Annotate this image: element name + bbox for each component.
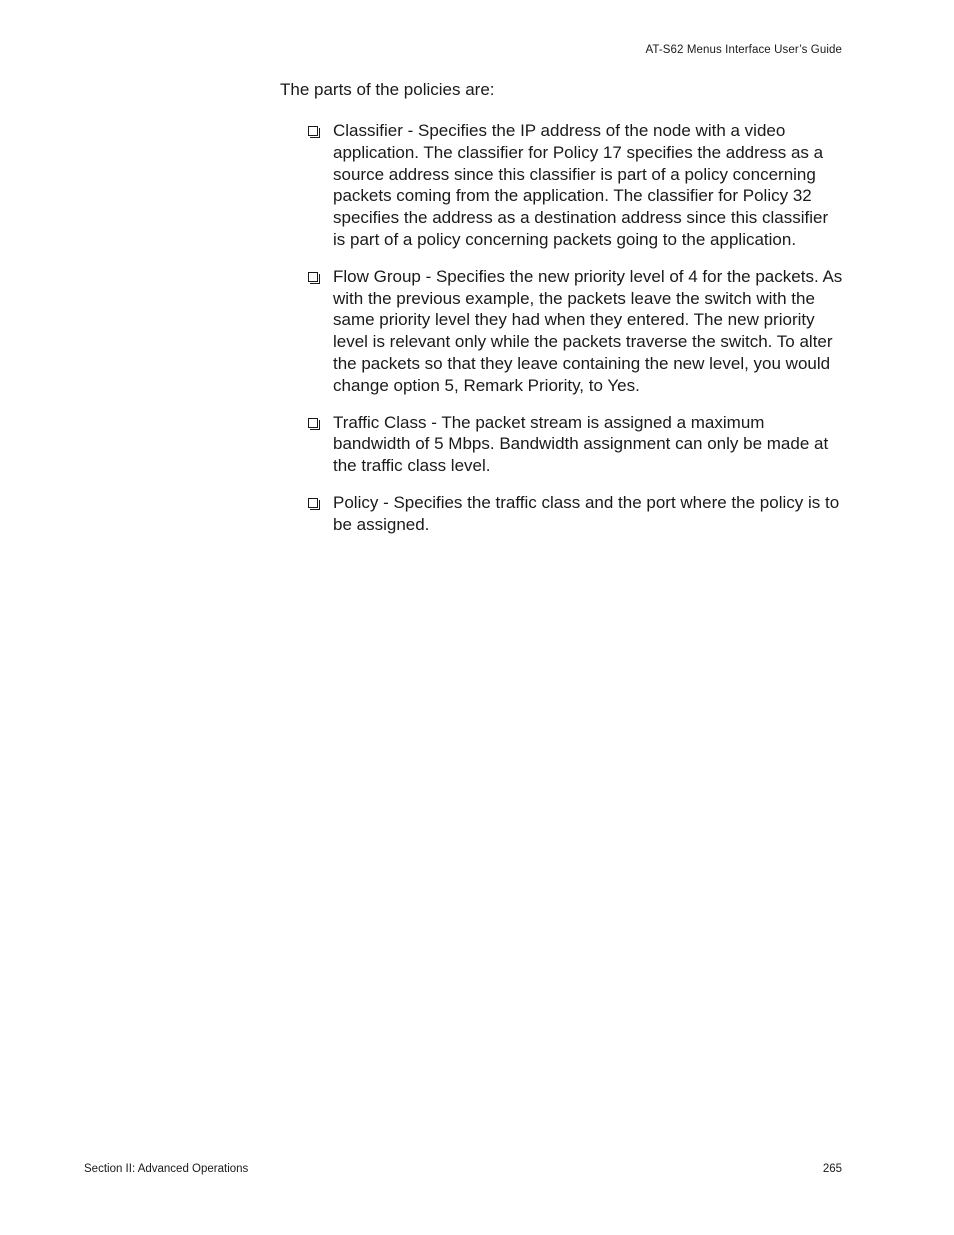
- footer-section-title: Section II: Advanced Operations: [84, 1163, 249, 1175]
- page-number: 265: [822, 1163, 842, 1175]
- list-item: [308, 412, 843, 477]
- policy-parts-list: [308, 120, 843, 551]
- checkbox-bullet-icon: [308, 498, 318, 508]
- list-item: [308, 120, 843, 251]
- checkbox-bullet-icon: [308, 418, 318, 428]
- checkbox-bullet-icon: [308, 126, 318, 136]
- list-item-text: Classifier - Specifies the IP address of the node with a video application. The classifier for Policy 17 specifies the address as a source address since this classifier is part of a policy concerning packets coming from the application. The classifier for Policy 32 specifies the address as a destination address since this classifier is part of a policy concerning packets going to the application.: [333, 121, 829, 249]
- list-item: [308, 492, 843, 536]
- intro-paragraph: The parts of the policies are:: [280, 80, 495, 99]
- list-item-text: Policy - Specifies the traffic class and the port where the policy is to be assigned.: [333, 492, 840, 534]
- running-header: AT-S62 Menus Interface User’s Guide: [645, 44, 842, 56]
- checkbox-bullet-icon: [308, 272, 318, 282]
- list-item-text: Flow Group - Specifies the new priority level of 4 for the packets. As with the previous example, the packets leave the switch with the same priority level they had when they entered. The new priority level is relevant only while the packets traverse the switch. To alter the packets so that they leave containing the new level, you would change option 5, Remark Priority, to Yes.: [333, 266, 843, 395]
- list-item-text: Traffic Class - The packet stream is assigned a maximum bandwidth of 5 Mbps. Bandwidth assignment can only be made at the traffic class level.: [333, 412, 829, 476]
- list-item: [308, 266, 843, 397]
